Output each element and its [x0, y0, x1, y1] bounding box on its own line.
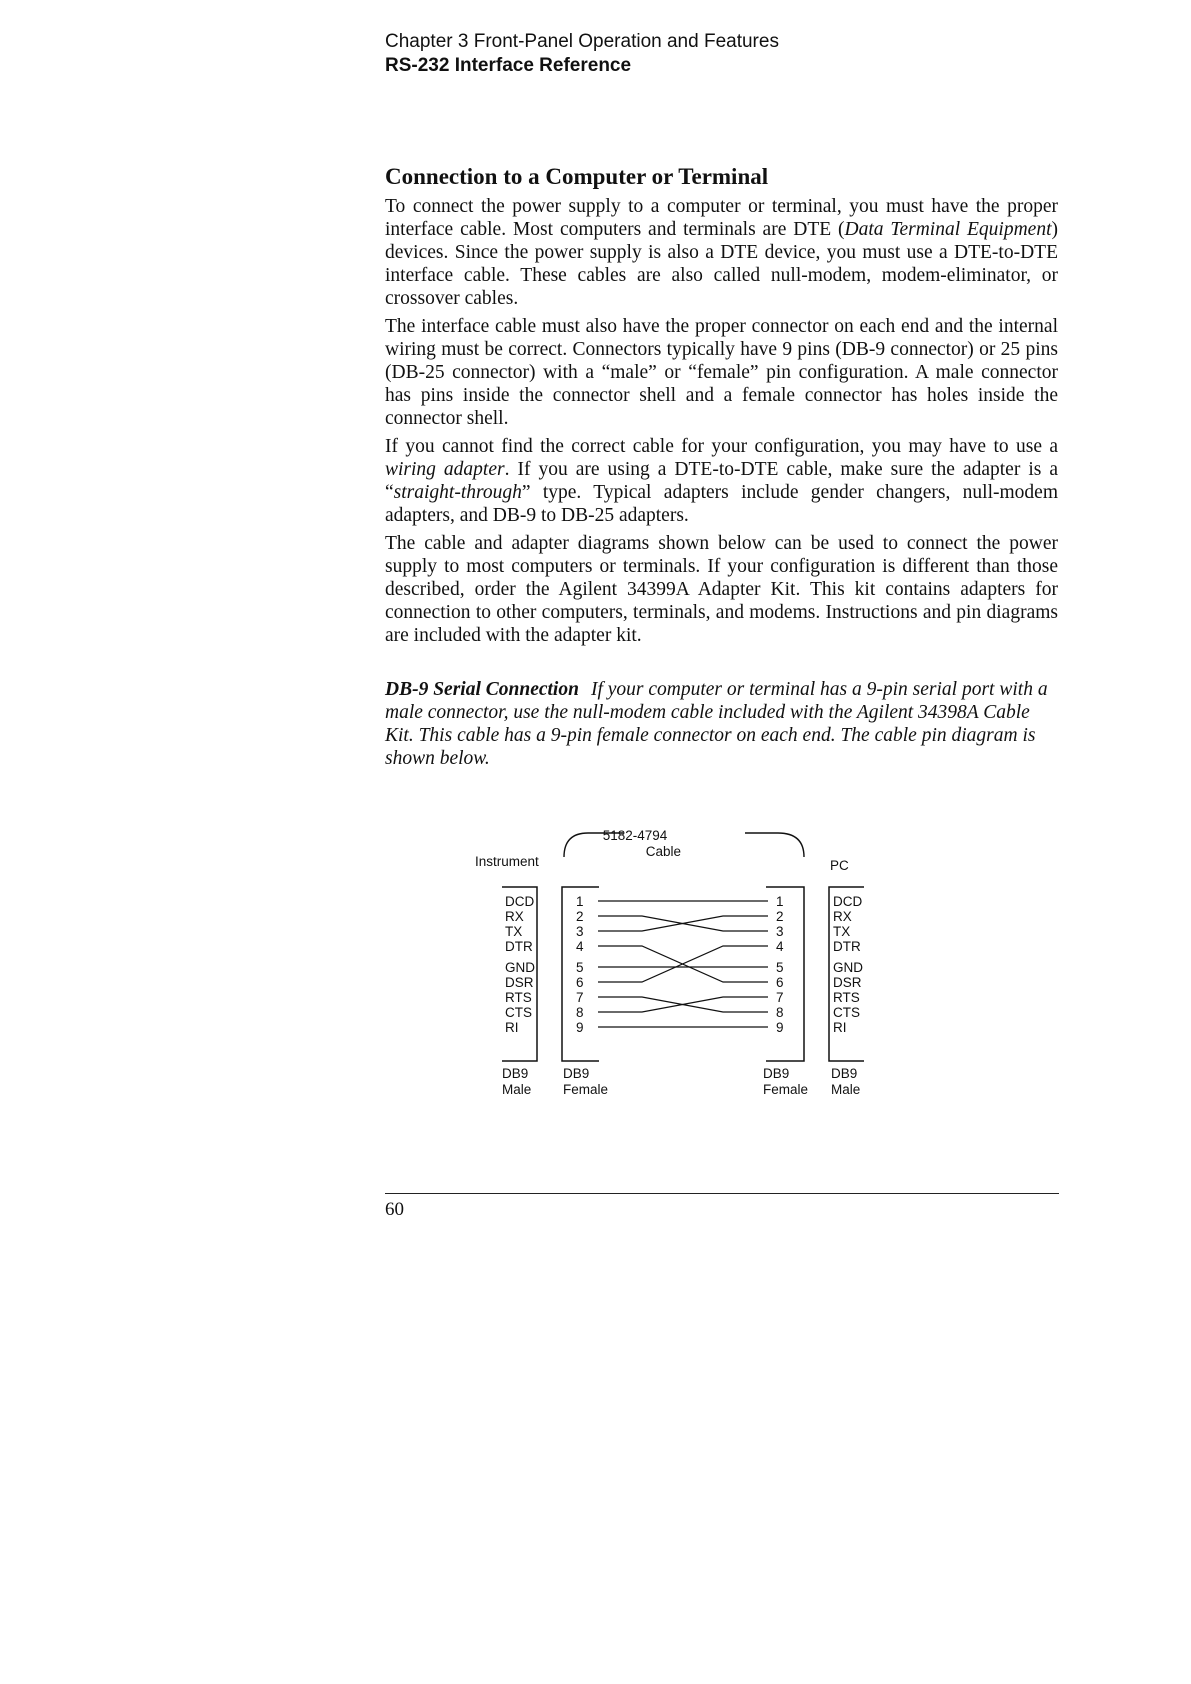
right-signal-gnd: GND — [833, 960, 863, 975]
right-inner-gender: Female — [763, 1082, 809, 1097]
db9-note — [385, 678, 1058, 770]
left-pin-2: 2 — [576, 909, 584, 924]
right-signal-dcd: DCD — [833, 894, 863, 909]
paragraph-kit: The cable and adapter diagrams shown below can be used to connect the power supply to most computers or terminals. If your configuration is different than those described, order the Agilent 34399A Adapter Kit. This kit contains adapters for connection to other computers, terminals, and modems. Instructions and pin diagrams are included with the adapter kit. — [385, 533, 1058, 646]
wire-6-to-4 — [598, 946, 768, 982]
left-signal-dcd: DCD — [505, 894, 535, 909]
right-inner-connector — [766, 887, 804, 1061]
cable-wires — [598, 901, 768, 1027]
left-pin-9: 9 — [576, 1020, 584, 1035]
left-signal-gnd: GND — [505, 960, 535, 975]
left-signal-tx: TX — [505, 924, 523, 939]
right-outer-type: DB9 — [831, 1066, 858, 1081]
right-pin-5: 5 — [776, 960, 784, 975]
page-number: 60 — [385, 1199, 404, 1220]
cable-part-number: 5182-4794 — [602, 828, 668, 843]
wire-8-to-7 — [598, 997, 768, 1012]
left-pin-5: 5 — [576, 960, 584, 975]
right-pin-1: 1 — [776, 894, 784, 909]
left-signal-rx: RX — [505, 909, 524, 924]
right-outer-gender: Male — [831, 1082, 861, 1097]
paragraph-adapters-text-2: . If you are using a DTE-to-DTE cable, make sure the adapter is a “ — [385, 459, 1058, 503]
section-title: RS-232 Interface Reference — [385, 55, 632, 76]
right-signal-tx: TX — [833, 924, 851, 939]
left-outer-gender: Male — [502, 1082, 532, 1097]
right-pin-7: 7 — [776, 990, 784, 1005]
right-signal-rts: RTS — [833, 990, 860, 1005]
left-signal-ri: RI — [505, 1020, 519, 1035]
cable-label: Cable — [645, 844, 681, 859]
footer-rule — [385, 1193, 1059, 1194]
left-signal-cts: CTS — [505, 1005, 532, 1020]
right-pin-numbers — [776, 894, 784, 1035]
left-inner-gender: Female — [563, 1082, 609, 1097]
left-pin-7: 7 — [576, 990, 584, 1005]
left-pin-1: 1 — [576, 894, 584, 909]
left-inner-type: DB9 — [563, 1066, 590, 1081]
right-signal-dsr: DSR — [833, 975, 862, 990]
paragraph-connectors: The interface cable must also have the proper connector on each end and the internal wiring must be correct. Connectors typically have 9 pins (DB-9 connector) or 25 pins (DB-25 connector) with a “male” or “female” pin configuration. A male connector has pins inside the connector shell and a female connector has holes inside the connector shell. — [385, 316, 1058, 429]
left-signal-dtr: DTR — [505, 939, 533, 954]
right-device-label: PC — [830, 858, 849, 873]
main-content — [385, 163, 1058, 775]
right-signal-cts: CTS — [833, 1005, 860, 1020]
left-pin-6: 6 — [576, 975, 584, 990]
left-pin-3: 3 — [576, 924, 584, 939]
left-signal-rts: RTS — [505, 990, 532, 1005]
page-header — [385, 30, 1065, 78]
right-pin-6: 6 — [776, 975, 784, 990]
left-signal-labels — [505, 894, 535, 1035]
paragraph-adapters — [385, 435, 1058, 527]
paragraph-dte — [385, 195, 1058, 310]
left-signal-dsr: DSR — [505, 975, 534, 990]
paragraph-dte-term: Data Terminal Equipment — [844, 219, 1052, 240]
paragraph-adapters-term-1: wiring adapter — [385, 459, 505, 480]
left-outer-type: DB9 — [502, 1066, 529, 1081]
right-pin-4: 4 — [776, 939, 784, 954]
cable-pin-diagram — [460, 825, 890, 1110]
right-signal-dtr: DTR — [833, 939, 861, 954]
paragraph-dte-text-1: To connect the power supply to a computer or terminal, you must have the proper interface cable. Most computers and terminals are DTE ( — [385, 196, 1058, 240]
right-signal-rx: RX — [833, 909, 852, 924]
left-device-label: Instrument — [475, 854, 539, 869]
right-pin-3: 3 — [776, 924, 784, 939]
left-pin-8: 8 — [576, 1005, 584, 1020]
right-pin-2: 2 — [776, 909, 784, 924]
db9-note-text: If your computer or terminal has a 9-pin serial port with a male connector, use the null-modem cable included with the Agilent 34398A Cable Kit. This cable has a 9-pin female connector on each end. The cable pin diagram is shown below. — [385, 679, 1048, 769]
paragraph-adapters-term-2: straight-through — [393, 482, 522, 503]
paragraph-adapters-text-1: If you cannot find the correct cable for your configuration, you may have to use a — [385, 436, 1058, 457]
wire-3-to-2 — [598, 916, 768, 931]
section-heading: Connection to a Computer or Terminal — [385, 164, 769, 189]
paragraph-adapters-text-3: ” type. Typical adapters include gender changers, null-modem adapters, and DB-9 to DB-25 adapters. — [385, 482, 1058, 526]
right-pin-9: 9 — [776, 1020, 784, 1035]
db9-note-lead: DB-9 Serial Connection — [385, 679, 579, 700]
right-signal-ri: RI — [833, 1020, 847, 1035]
cable-right-bracket — [745, 833, 804, 857]
right-pin-8: 8 — [776, 1005, 784, 1020]
right-inner-type: DB9 — [763, 1066, 790, 1081]
chapter-title: Chapter 3 Front-Panel Operation and Features — [385, 31, 779, 52]
right-signal-labels — [833, 894, 863, 1035]
left-pin-4: 4 — [576, 939, 584, 954]
left-pin-numbers — [576, 894, 584, 1035]
paragraph-dte-text-2: ) devices. Since the power supply is also a DTE device, you must use a DTE-to-DTE interface cable. These cables are also called null-modem, modem-eliminator, or crossover cables. — [385, 219, 1059, 309]
